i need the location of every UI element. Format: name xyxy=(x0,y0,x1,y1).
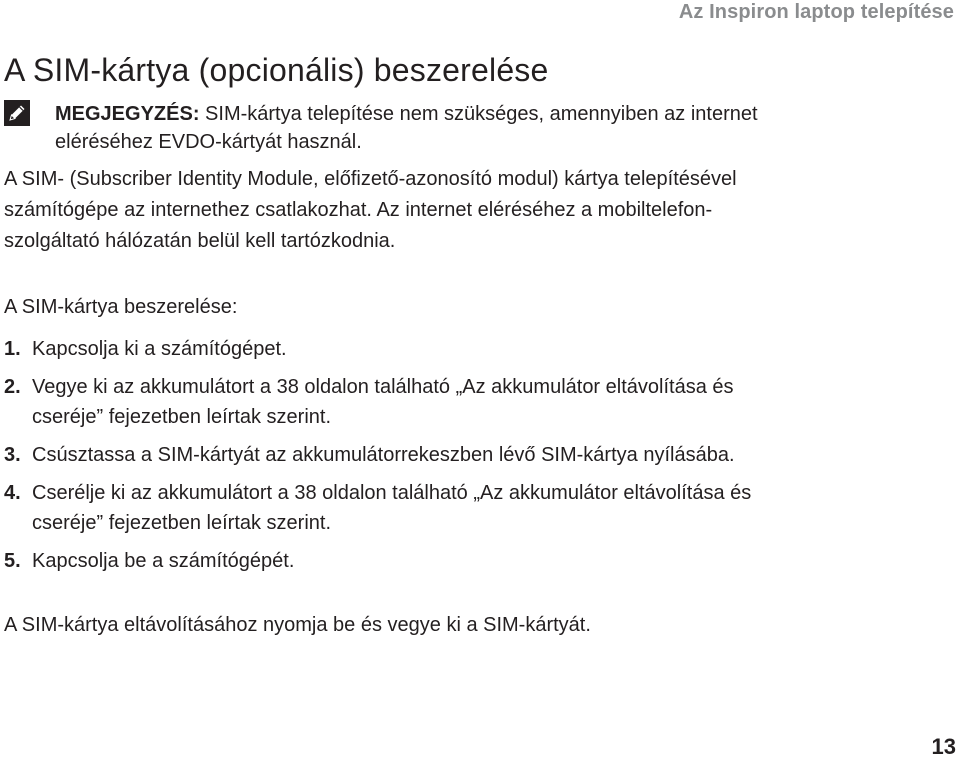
closing-paragraph: A SIM-kártya eltávolításához nyomja be és vegye ki a SIM-kártyát. xyxy=(4,614,591,636)
step-text: Kapcsolja be a számítógépét. xyxy=(32,550,295,572)
step-number: 3. xyxy=(4,444,21,466)
page-number: 13 xyxy=(931,734,956,759)
step-3 xyxy=(4,440,751,470)
step-number: 5. xyxy=(4,550,21,572)
intro-line: szolgáltató hálózatán belül kell tartózkodnia. xyxy=(4,230,396,252)
step-number: 1. xyxy=(4,338,21,360)
step-2 xyxy=(4,372,751,432)
procedure-steps xyxy=(4,334,751,584)
step-number: 4. xyxy=(4,482,21,504)
step-text: cseréje” fejezetben leírtak szerint. xyxy=(32,406,332,428)
step-text: Cserélje ki az akkumulátort a 38 oldalon található „Az akkumulátor eltávolítása és xyxy=(32,482,752,504)
procedure-lead: A SIM-kártya beszerelése: xyxy=(4,296,238,318)
note-box xyxy=(4,100,924,156)
pencil-note-icon xyxy=(4,100,30,126)
page-title: A SIM-kártya (opcionális) beszerelése xyxy=(4,52,549,88)
note-line-2: eléréséhez EVDO-kártyát használ. xyxy=(55,131,362,153)
step-4 xyxy=(4,478,751,538)
step-number: 2. xyxy=(4,376,21,398)
intro-line: A SIM- (Subscriber Identity Module, előfizető-azonosító modul) kártya telepítésével xyxy=(4,168,737,190)
step-text: Vegye ki az akkumulátort a 38 oldalon található „Az akkumulátor eltávolítása és xyxy=(32,376,734,398)
step-1 xyxy=(4,334,751,364)
running-header: Az Inspiron laptop telepítése xyxy=(678,1,954,23)
intro-line: számítógépe az internethez csatlakozhat. Az internet eléréséhez a mobiltelefon- xyxy=(4,199,713,221)
step-5 xyxy=(4,546,751,576)
step-text: cseréje” fejezetben leírtak szerint. xyxy=(32,512,332,534)
step-text: Csúsztassa a SIM-kártyát az akkumulátorrekeszben lévő SIM-kártya nyílásába. xyxy=(32,444,735,466)
step-text: Kapcsolja ki a számítógépet. xyxy=(32,338,287,360)
note-line-1 xyxy=(4,100,924,128)
note-label: MEGJEGYZÉS: xyxy=(55,103,200,125)
note-text-1: SIM-kártya telepítése nem szükséges, amennyiben az internet xyxy=(205,103,758,125)
intro-paragraph xyxy=(4,164,737,257)
